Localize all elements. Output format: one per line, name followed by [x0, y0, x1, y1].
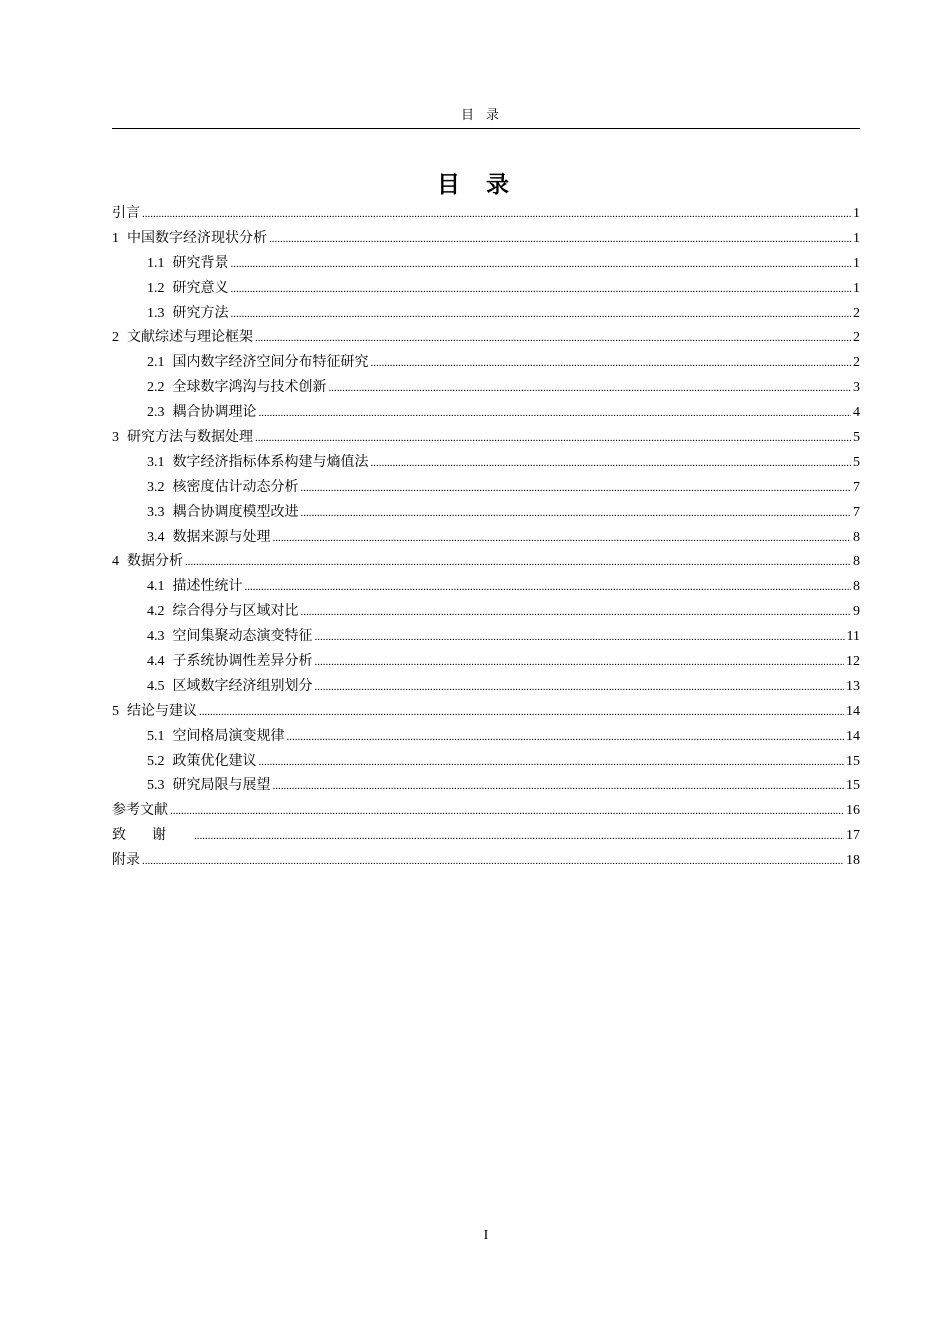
toc-entry-page: 7 — [853, 504, 860, 520]
toc-leader-dots — [170, 799, 844, 824]
toc-entry-page: 5 — [853, 454, 860, 470]
toc-entry-number: 5.3 — [147, 778, 165, 794]
toc-entry-number: 2.3 — [147, 405, 165, 421]
toc-entry[interactable] — [112, 699, 860, 724]
toc-entry-label — [147, 276, 229, 302]
toc-entry-number: 1.3 — [147, 305, 165, 321]
toc-entry[interactable] — [112, 201, 860, 226]
toc-entry-number: 5.1 — [147, 728, 165, 744]
toc-entry-label — [112, 201, 140, 226]
toc-entry[interactable] — [112, 251, 860, 276]
toc-leader-dots — [231, 252, 852, 277]
page-number: I — [483, 1228, 489, 1243]
toc-entry[interactable] — [112, 226, 860, 251]
toc-entry[interactable] — [112, 624, 860, 649]
table-of-contents — [112, 201, 860, 873]
toc-entry-label — [112, 226, 267, 252]
toc-entry-text: 文献综述与理论框架 — [127, 329, 253, 346]
toc-entry-number: 4.3 — [147, 629, 165, 645]
toc-leader-dots — [231, 277, 852, 302]
toc-entry[interactable] — [112, 599, 860, 624]
toc-entry-text: 研究局限与展望 — [172, 777, 271, 794]
toc-entry[interactable] — [112, 301, 860, 326]
toc-entry-label — [147, 475, 299, 501]
toc-leader-dots — [273, 774, 845, 799]
toc-entry-label — [147, 251, 229, 277]
toc-entry-label — [147, 375, 327, 401]
toc-entry-page: 11 — [846, 629, 860, 645]
toc-entry-page: 5 — [853, 430, 860, 446]
toc-entry[interactable] — [112, 574, 860, 599]
toc-entry[interactable] — [112, 400, 860, 425]
toc-entry-label — [112, 425, 253, 451]
toc-entry-label — [112, 823, 192, 848]
toc-entry-number: 2 — [112, 330, 119, 346]
toc-entry-number: 1.2 — [147, 280, 165, 296]
toc-entry-number: 5 — [112, 703, 119, 719]
toc-entry-text: 附录 — [112, 852, 140, 869]
toc-entry[interactable] — [112, 674, 860, 699]
toc-entry-page: 1 — [853, 230, 860, 246]
toc-entry-text: 综合得分与区域对比 — [172, 603, 299, 620]
toc-entry-text: 中国数字经济现状分析 — [127, 229, 267, 246]
toc-entry-page: 17 — [846, 828, 860, 844]
toc-entry-text: 研究方法 — [172, 304, 229, 321]
toc-entry-number: 3.3 — [147, 504, 165, 520]
toc-entry-label — [112, 549, 183, 575]
toc-leader-dots — [273, 526, 852, 551]
toc-entry[interactable] — [112, 798, 860, 823]
toc-leader-dots — [315, 650, 845, 675]
toc-entry-number: 4 — [112, 554, 119, 570]
toc-leader-dots — [255, 326, 851, 351]
toc-entry-label — [147, 773, 271, 799]
toc-entry[interactable] — [112, 375, 860, 400]
toc-entry-label — [147, 724, 285, 750]
toc-entry[interactable] — [112, 325, 860, 350]
toc-entry-text: 政策优化建议 — [172, 752, 257, 769]
toc-entry-text: 子系统协调性差异分析 — [172, 653, 313, 670]
toc-entry-label — [147, 500, 299, 526]
toc-entry-number: 3.4 — [147, 529, 165, 545]
toc-entry-page: 4 — [853, 405, 860, 421]
toc-entry-number: 3 — [112, 430, 119, 446]
toc-entry-number: 3.1 — [147, 454, 165, 470]
toc-entry-page: 14 — [846, 703, 860, 719]
toc-leader-dots — [259, 750, 845, 775]
toc-leader-dots — [142, 849, 844, 874]
toc-entry[interactable] — [112, 425, 860, 450]
running-header: 目录 — [460, 108, 511, 123]
toc-entry[interactable] — [112, 500, 860, 525]
toc-entry-text: 耦合协调理论 — [172, 404, 257, 421]
toc-entry[interactable] — [112, 749, 860, 774]
toc-entry[interactable] — [112, 649, 860, 674]
toc-entry-page: 2 — [853, 305, 860, 321]
toc-entry[interactable] — [112, 350, 860, 375]
toc-entry-label — [147, 574, 243, 600]
toc-leader-dots — [301, 476, 852, 501]
toc-entry-text: 空间格局演变规律 — [172, 727, 285, 744]
toc-entry-text: 描述性统计 — [172, 578, 243, 595]
toc-entry-page: 9 — [853, 604, 860, 620]
toc-leader-dots — [371, 351, 852, 376]
toc-entry-label — [147, 674, 313, 700]
toc-entry[interactable] — [112, 525, 860, 550]
toc-leader-dots — [259, 401, 852, 426]
toc-entry-number: 2.1 — [147, 355, 165, 371]
toc-entry-label — [147, 400, 257, 426]
toc-entry-number: 4.4 — [147, 654, 165, 670]
toc-entry-page: 8 — [853, 579, 860, 595]
toc-entry-text: 致谢 — [112, 827, 192, 844]
toc-entry-label — [147, 599, 299, 625]
toc-entry-number: 4.1 — [147, 579, 165, 595]
toc-leader-dots — [301, 501, 852, 526]
toc-entry-label — [147, 624, 313, 650]
toc-entry-text: 研究方法与数据处理 — [127, 429, 253, 446]
toc-entry-page: 1 — [853, 280, 860, 296]
toc-leader-dots — [199, 700, 844, 725]
toc-entry-text: 耦合协调度模型改进 — [172, 503, 299, 520]
toc-entry-text: 区域数字经济组别划分 — [172, 677, 313, 694]
toc-entry-number: 3.2 — [147, 479, 165, 495]
toc-leader-dots — [329, 376, 852, 401]
toc-leader-dots — [269, 227, 851, 252]
toc-entry-page: 15 — [846, 778, 860, 794]
toc-entry-text: 数据来源与处理 — [172, 528, 271, 545]
toc-leader-dots — [287, 725, 845, 750]
toc-entry-text: 数字经济指标体系构建与熵值法 — [172, 453, 369, 470]
toc-entry-label — [147, 525, 271, 551]
toc-entry-text: 空间集聚动态演变特征 — [172, 628, 313, 645]
toc-entry-text: 研究背景 — [172, 254, 229, 271]
toc-entry-number: 5.2 — [147, 753, 165, 769]
toc-entry-page: 1 — [853, 206, 860, 221]
toc-leader-dots — [371, 451, 852, 476]
toc-leader-dots — [245, 575, 852, 600]
toc-entry-page: 15 — [846, 753, 860, 769]
toc-entry-text: 国内数字经济空间分布特征研究 — [172, 354, 369, 371]
toc-entry[interactable] — [112, 475, 860, 500]
toc-entry-label — [147, 450, 369, 476]
toc-entry-page: 2 — [853, 330, 860, 346]
toc-entry-page: 14 — [846, 728, 860, 744]
toc-entry-page: 18 — [846, 853, 860, 869]
toc-entry-label — [147, 749, 257, 775]
toc-title: 目录 — [437, 171, 535, 198]
toc-entry-label — [112, 325, 253, 351]
toc-leader-dots — [185, 550, 851, 575]
toc-entry-number: 1 — [112, 230, 119, 246]
toc-entry-label — [112, 848, 140, 873]
toc-entry-page: 12 — [846, 654, 860, 670]
toc-entry-page: 8 — [853, 529, 860, 545]
toc-entry-number: 4.5 — [147, 678, 165, 694]
toc-leader-dots — [315, 675, 845, 700]
toc-entry-page: 7 — [853, 479, 860, 495]
toc-leader-dots — [194, 824, 844, 849]
toc-entry-text: 参考文献 — [112, 802, 168, 819]
toc-entry[interactable] — [112, 450, 860, 475]
toc-entry-text: 结论与建议 — [127, 702, 197, 719]
toc-entry-page: 1 — [853, 255, 860, 271]
toc-leader-dots — [301, 600, 852, 625]
header-rule — [112, 128, 860, 129]
toc-entry[interactable] — [112, 724, 860, 749]
toc-leader-dots — [255, 426, 851, 451]
toc-entry-page: 16 — [846, 803, 860, 819]
toc-entry-text: 核密度估计动态分析 — [172, 478, 299, 495]
toc-entry[interactable] — [112, 848, 860, 873]
toc-entry-text: 研究意义 — [172, 279, 229, 296]
toc-leader-dots — [231, 302, 852, 327]
toc-entry[interactable] — [112, 276, 860, 301]
toc-entry-number: 1.1 — [147, 255, 165, 271]
toc-entry-label — [147, 649, 313, 675]
toc-entry-number: 4.2 — [147, 604, 165, 620]
toc-entry-number: 2.2 — [147, 380, 165, 396]
toc-entry-page: 13 — [846, 678, 860, 694]
toc-entry-label — [147, 301, 229, 327]
toc-entry-label — [147, 350, 369, 376]
toc-entry-page: 8 — [853, 554, 860, 570]
toc-entry-label — [112, 699, 197, 725]
toc-entry[interactable] — [112, 823, 860, 848]
toc-entry-page: 2 — [853, 355, 860, 371]
toc-entry-text: 数据分析 — [127, 553, 183, 570]
toc-leader-dots — [142, 202, 851, 227]
toc-entry[interactable] — [112, 773, 860, 798]
toc-entry-text: 引言 — [112, 205, 140, 221]
toc-entry[interactable] — [112, 549, 860, 574]
toc-entry-page: 3 — [853, 380, 860, 396]
toc-entry-label — [112, 798, 168, 823]
toc-leader-dots — [315, 625, 845, 650]
toc-entry-text: 全球数字鸿沟与技术创新 — [172, 379, 327, 396]
